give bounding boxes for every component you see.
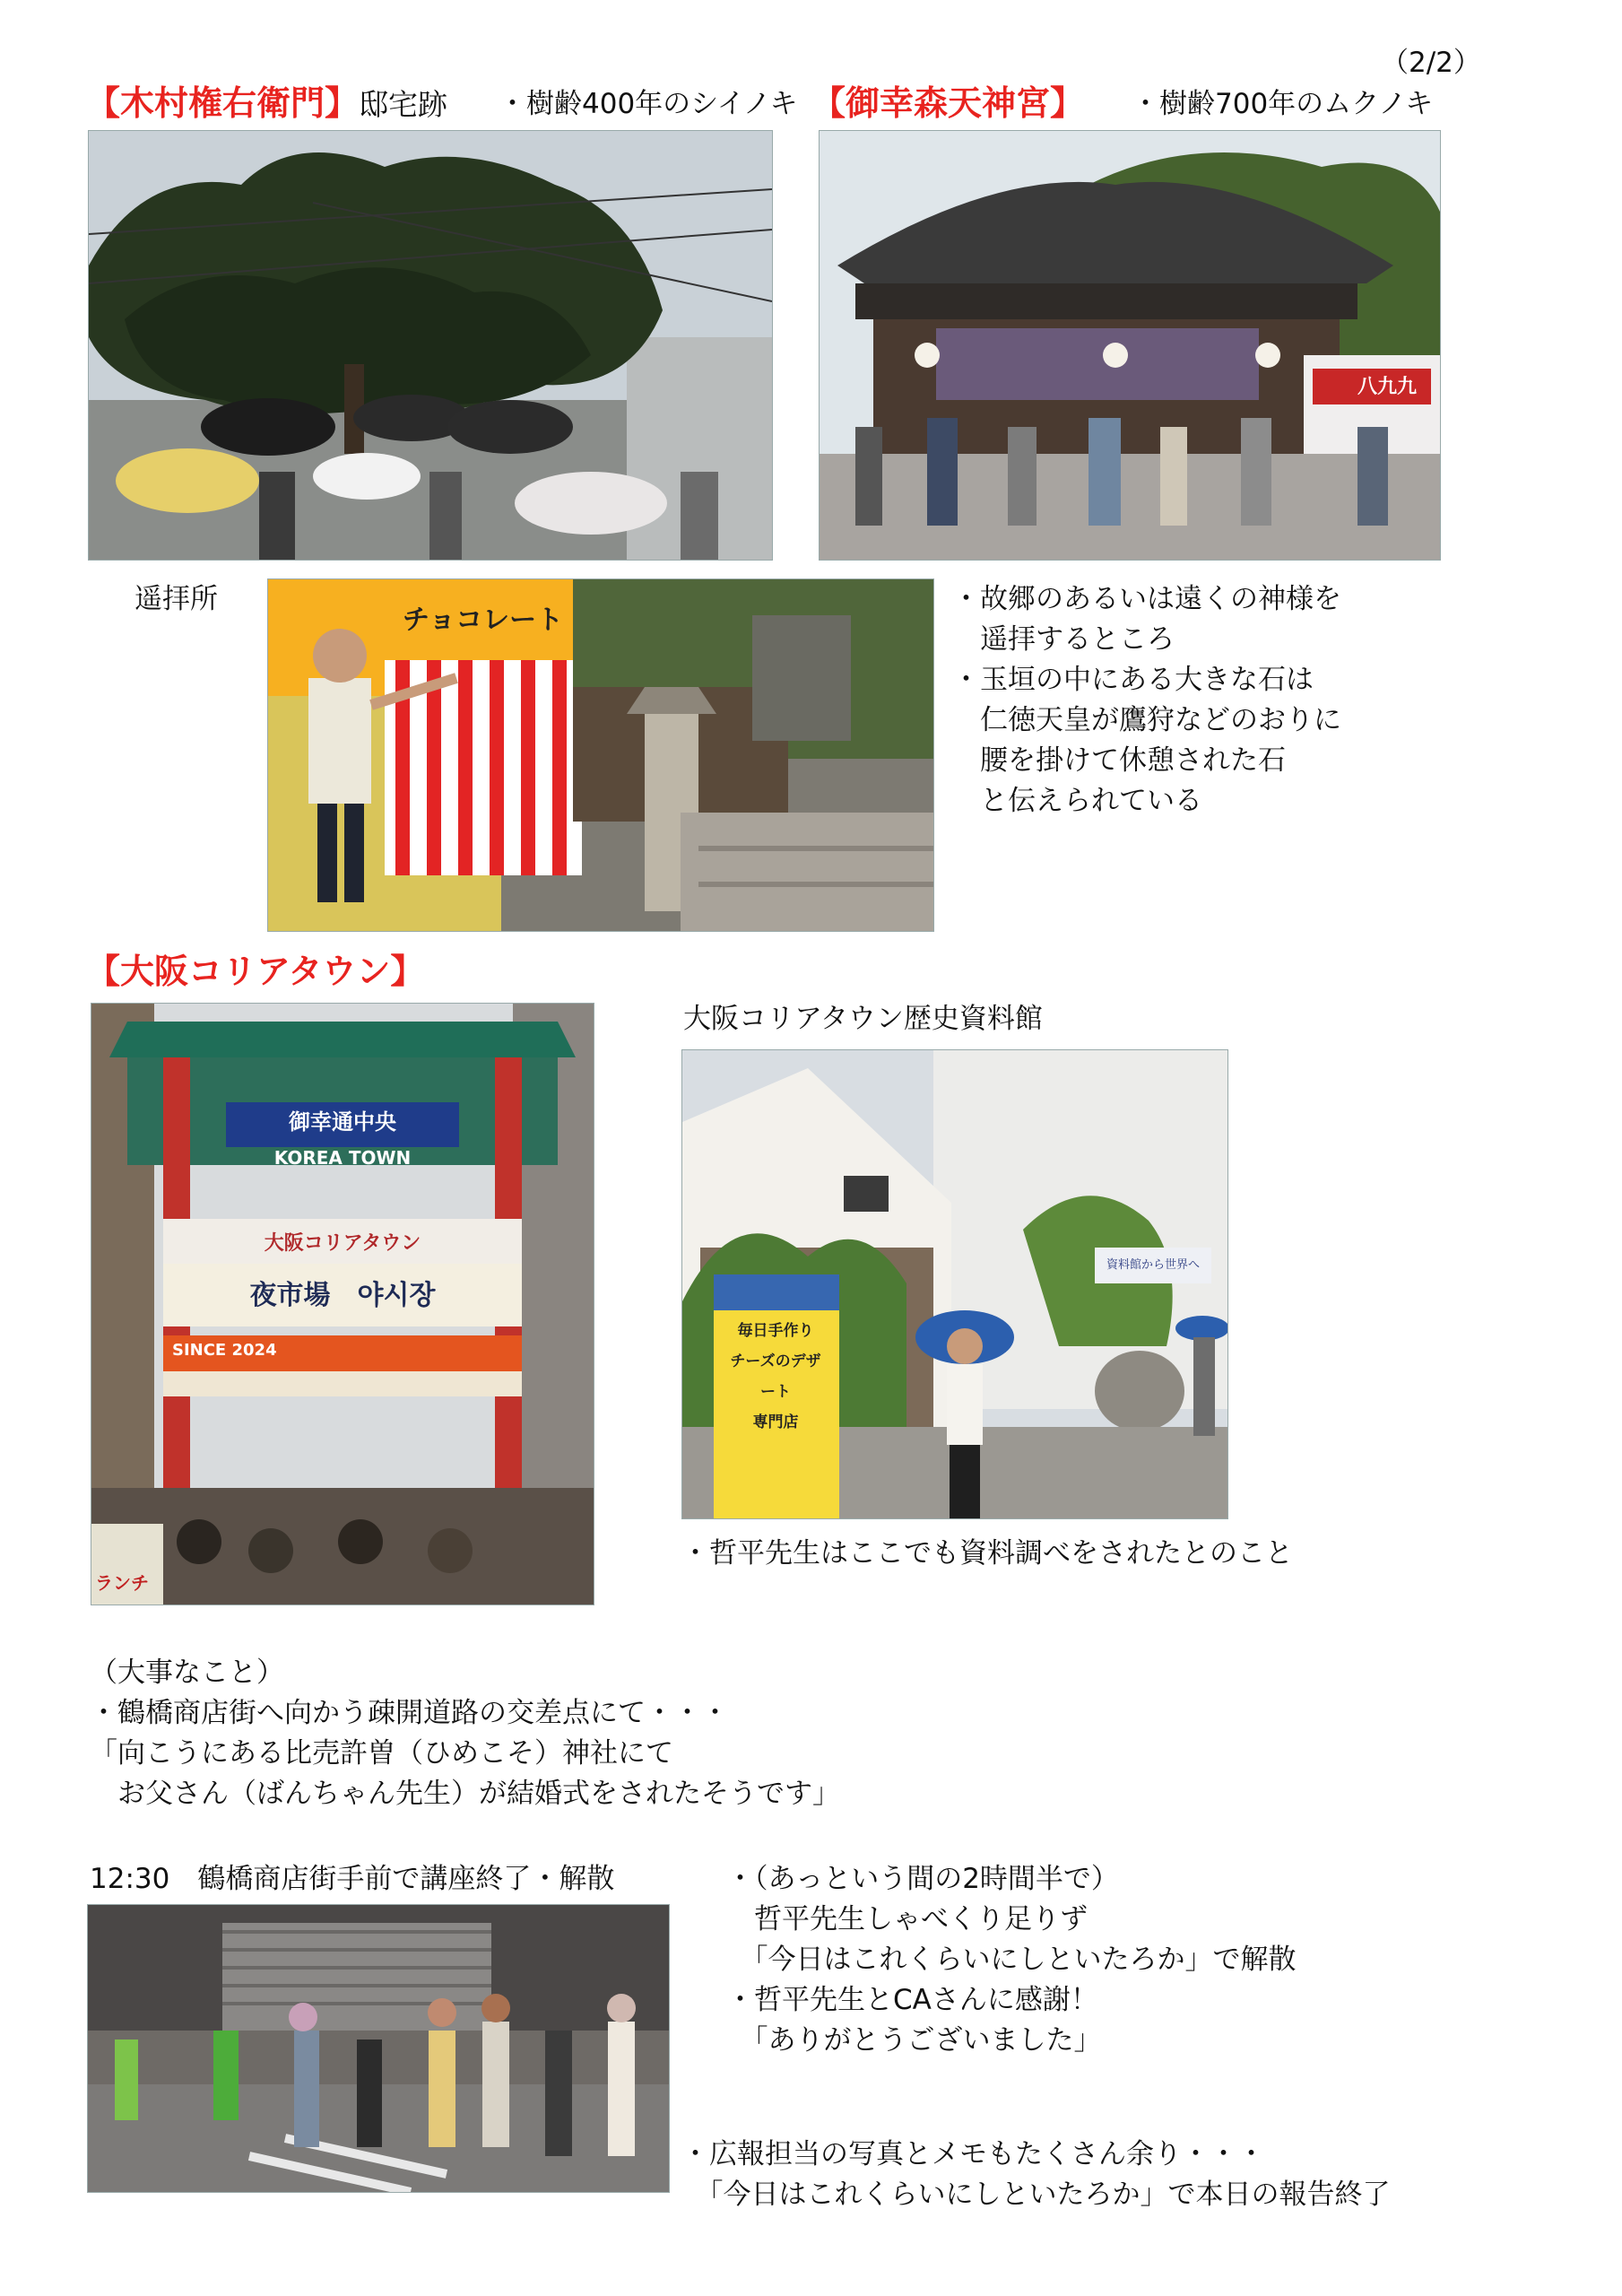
museum-photo [681,1049,1228,1519]
korea-gate-photo [91,1003,594,1605]
youhaisho-photo [267,578,934,932]
ending-line: ・広報担当の写真とメモもたくさん余り・・・ [681,2138,1265,2170]
important-line: （大事なこと） [90,1657,284,1689]
kimura-title: 【木村権右衛門】 [86,83,360,123]
museum-banner-line: 毎日手作り [737,1322,814,1340]
misaki-title: 【御幸森天神宮】 [811,83,1085,123]
museum-note: ・哲平先生はここでも資料調べをされたとのこと [681,1537,1293,1570]
museum-banner-line: 専門店 [752,1413,799,1431]
ending-line: 「今日はこれくらいにしといたろか」で解散 [726,1944,1297,1976]
ending-line: ・哲平先生とCAさんに感謝！ [726,1984,1098,2016]
museum-sign: 資料館から世界へ [1106,1258,1200,1272]
korea-title: 【大阪コリアタウン】 [86,952,425,991]
youhaisho-note-line: ・故郷のあるいは遠くの神様を [952,583,1341,615]
ending-final-notes [681,2135,1391,2215]
page-number: （2/2） [1381,47,1481,79]
ending-line: 「今日はこれくらいにしといたろか」で本日の報告終了 [681,2179,1391,2211]
ending-notes [726,1859,1297,2061]
youhaisho-note-line: 仁徳天皇が鷹狩などのおりに [952,704,1341,736]
ending-line: ・（あっという間の2時間半で） [726,1863,1119,1895]
gate-banner-since: SINCE 2024 [172,1341,277,1360]
kimura-suffix: 邸宅跡 [359,87,448,122]
stall-sign-chocolate: チョコレート [403,604,564,636]
youhaisho-notes [952,579,1341,822]
museum-label: 大阪コリアタウン歴史資料館 [683,1003,1043,1035]
important-notes [90,1653,840,1814]
misaki-shrine-photo [819,130,1441,561]
kimura-tree-photo [88,130,773,561]
youhaisho-note-line: ・玉垣の中にある大きな石は [952,664,1314,696]
stall-sign-text: 八九九 [1357,376,1418,398]
ending-label: 12:30 鶴橋商店街手前で講座終了・解散 [90,1863,615,1895]
museum-banner-text [725,1316,826,1438]
gate-banner-top: 大阪コリアタウン [264,1232,421,1255]
misaki-note: ・樹齢700年のムクノキ [1132,88,1434,120]
youhaisho-label: 遥拝所 [134,583,218,615]
gate-sub: KOREA TOWN [273,1147,412,1169]
important-line: 「向こうにある比売許曽（ひめこそ）神社にて [90,1737,673,1770]
gate-banner-main: 夜市場 야시장 [249,1280,436,1311]
shop-sign: ランチ [95,1572,149,1594]
ending-line: 哲平先生しゃべくり足りず [726,1903,1088,1935]
important-line: ・鶴橋商店街へ向かう疎開道路の交差点にて・・・ [90,1697,729,1729]
youhaisho-note-line: と伝えられている [952,785,1202,817]
ending-photo [87,1904,670,2193]
gate-plaque: 御幸通中央 [289,1109,396,1135]
kimura-note: ・樹齢400年のシイノキ [499,88,798,120]
kimura-heading [86,83,447,125]
youhaisho-note-line: 腰を掛けて休憩された石 [952,744,1286,777]
youhaisho-note-line: 遥拝するところ [952,623,1175,656]
museum-banner-line: チーズのデザート [730,1352,821,1401]
ending-line: 「ありがとうございました」 [726,2024,1102,2057]
important-line: お父さん（ばんちゃん先生）が結婚式をされたそうです」 [90,1778,840,1810]
